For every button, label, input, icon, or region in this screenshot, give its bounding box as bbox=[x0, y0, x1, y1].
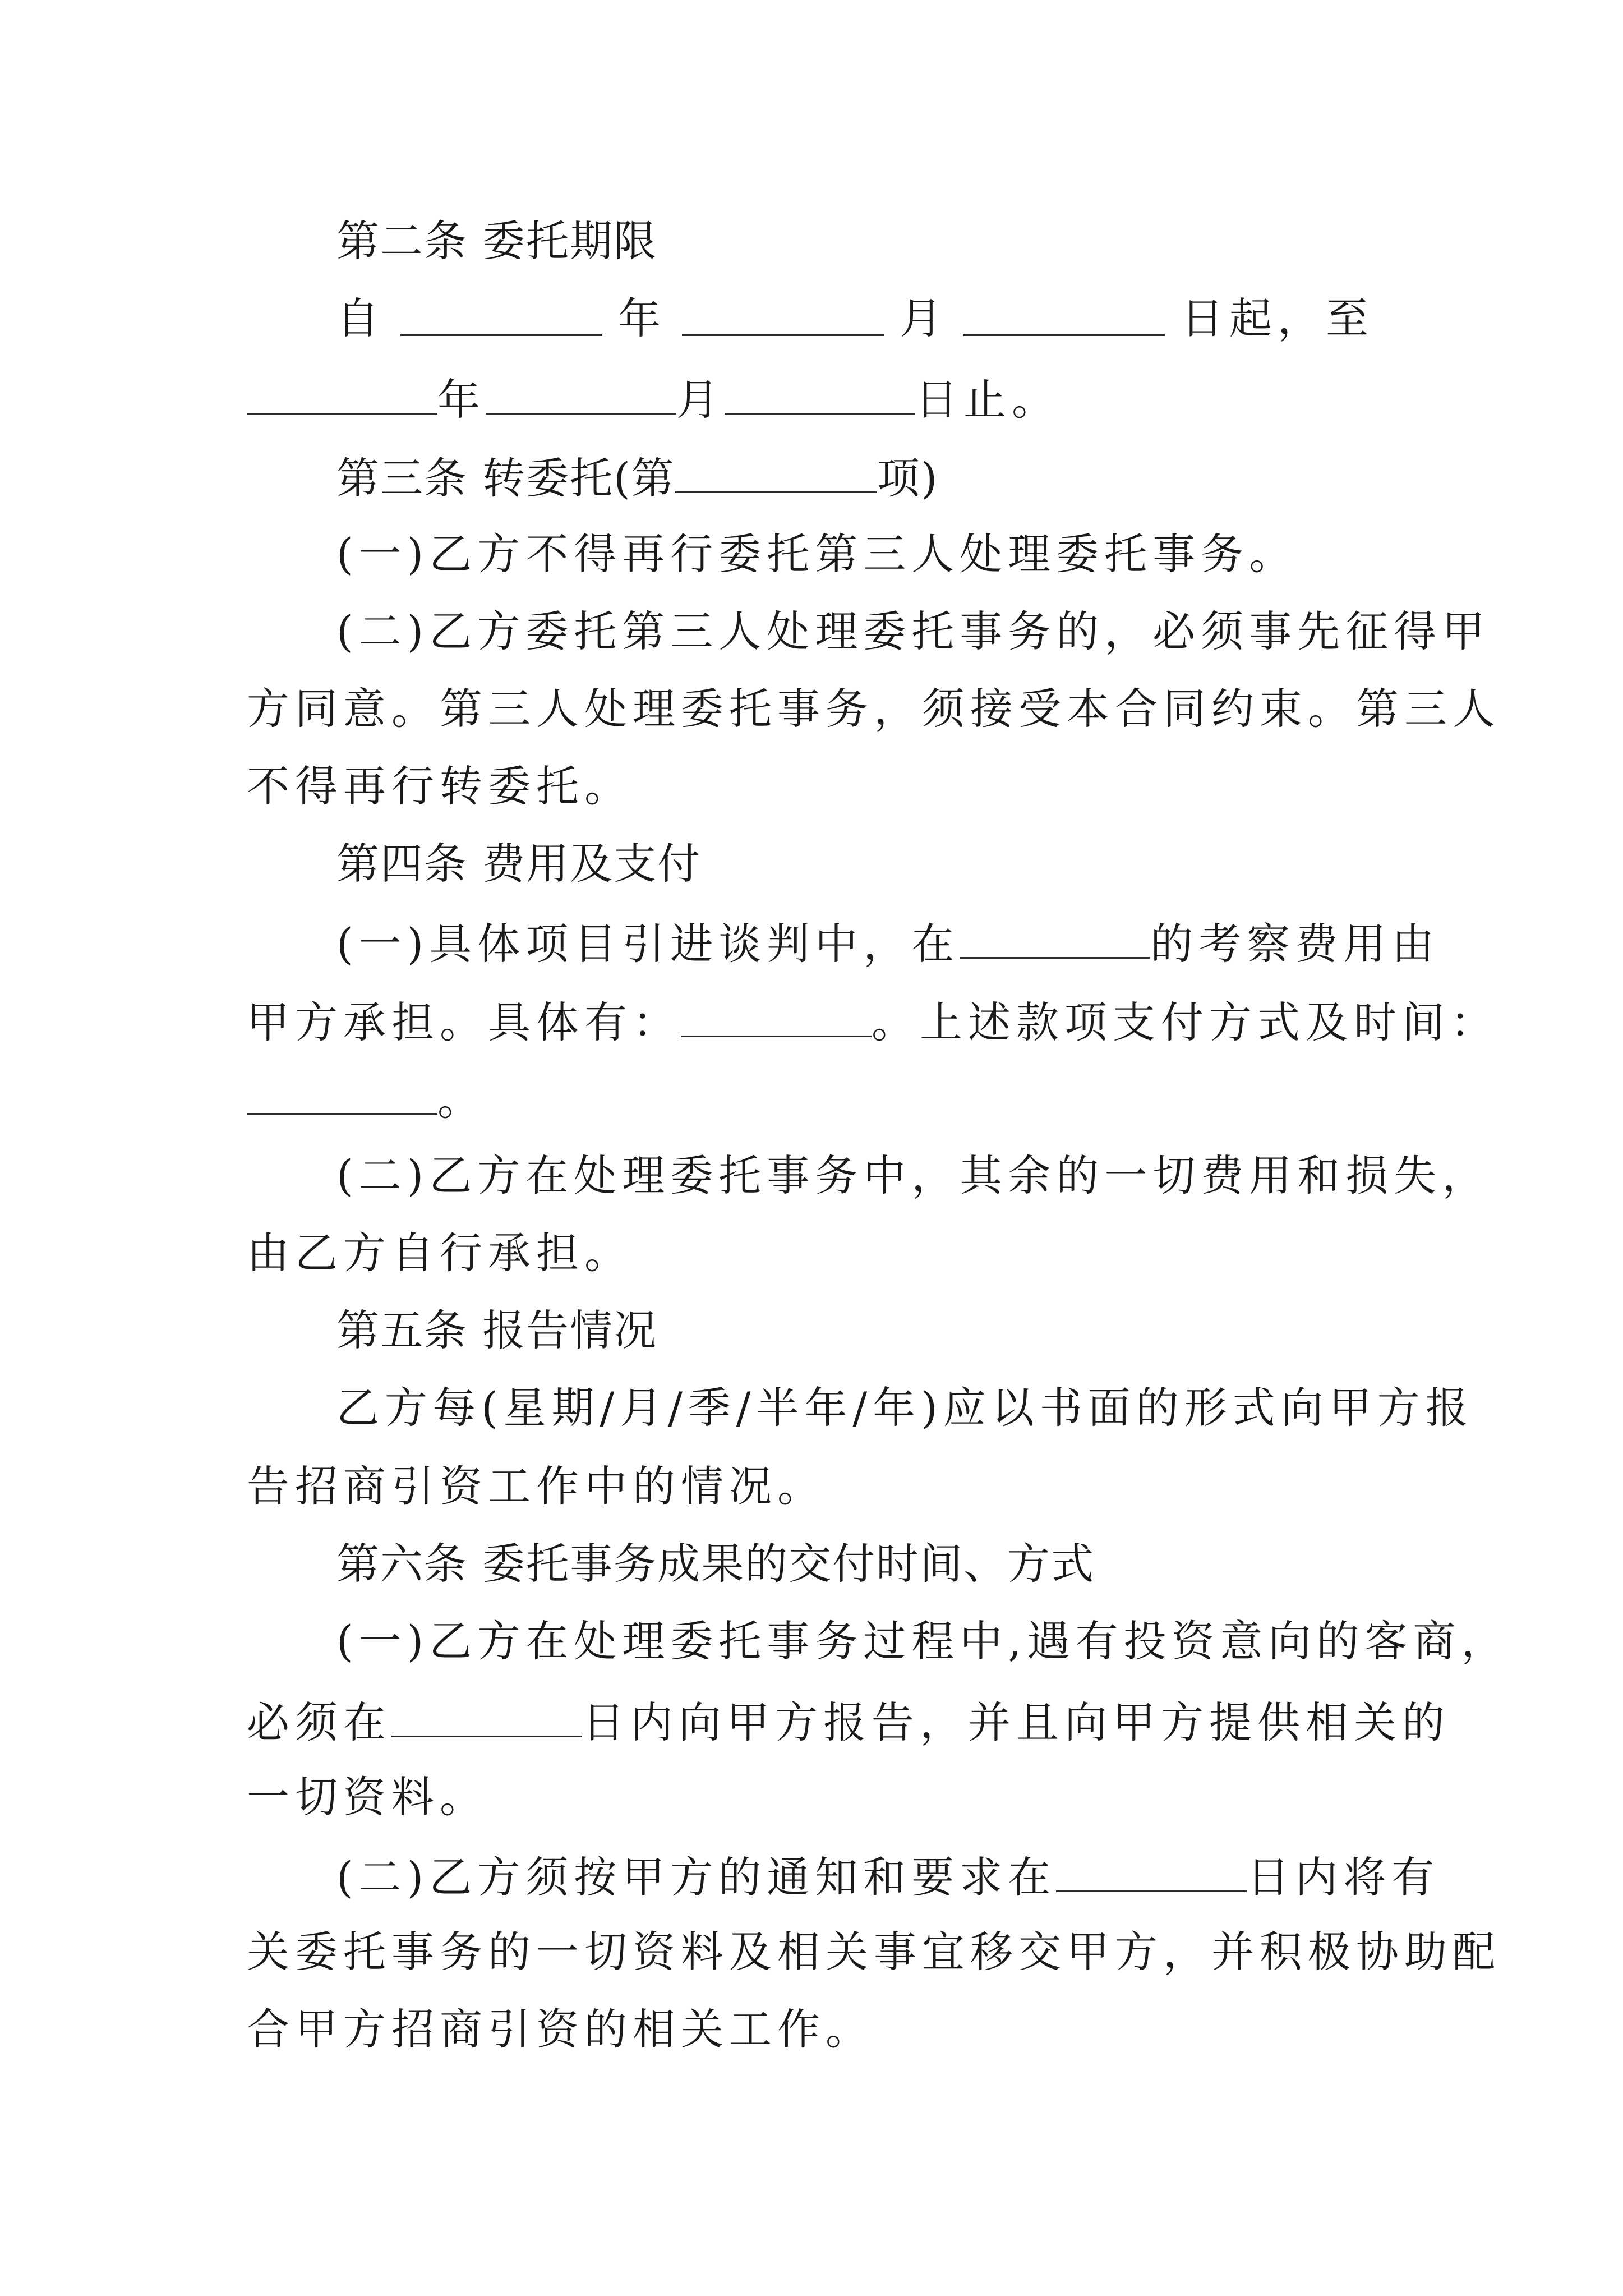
article-3-para-2-line-2: 方同意。第三人处理委托事务，须接受本合同约束。第三人 bbox=[247, 684, 1501, 734]
article-5-para-line-2: 告招商引资工作中的情况。 bbox=[247, 1461, 826, 1511]
blank-start-month bbox=[682, 297, 884, 336]
blank-expense-detail bbox=[681, 999, 872, 1037]
blank-report-days bbox=[391, 1699, 582, 1737]
article-6-para-1-line-2 bbox=[247, 1697, 1450, 1747]
article-4-title: 第四条 费用及支付 bbox=[336, 839, 702, 889]
article-5-title: 第五条 报告情况 bbox=[336, 1305, 658, 1355]
text-segment: 日内将有 bbox=[1247, 1852, 1440, 1902]
blank-end-day bbox=[725, 376, 915, 415]
text-day-end: 日止。 bbox=[915, 375, 1060, 425]
article-4-para-2-line-1: (二)乙方在处理委托事务中，其余的一切费用和损失， bbox=[336, 1151, 1491, 1200]
article-6-title: 第六条 委托事务成果的交付时间、方式 bbox=[336, 1539, 1095, 1589]
text-segment: 日内向甲方报告，并且向甲方提供相关的 bbox=[582, 1697, 1450, 1747]
article-5-para-line-1: 乙方每(星期/月/季/半年/年)应以书面的形式向甲方报 bbox=[336, 1383, 1474, 1433]
article-3-para-1: (一)乙方不得再行委托第三人处理委托事务。 bbox=[336, 529, 1298, 579]
text-month: 月 bbox=[900, 293, 948, 343]
blank-payment-method bbox=[247, 1076, 437, 1115]
text-zi: 自 bbox=[336, 293, 385, 343]
article-4-para-1-line-2 bbox=[247, 997, 1498, 1047]
blank-start-day bbox=[963, 297, 1165, 336]
article-6-para-1-line-3: 一切资料。 bbox=[247, 1772, 488, 1822]
blank-transfer-days bbox=[1056, 1853, 1247, 1892]
text-month-end: 月 bbox=[676, 375, 725, 425]
article-4-para-2-line-2: 由乙方自行承担。 bbox=[247, 1228, 633, 1278]
blank-end-year bbox=[247, 376, 437, 415]
blank-end-month bbox=[486, 376, 676, 415]
text-day-from-to: 日起，至 bbox=[1181, 293, 1374, 343]
article-6-para-2-line-1 bbox=[336, 1852, 1440, 1902]
article-3-title bbox=[336, 453, 939, 503]
text-segment: 必须在 bbox=[247, 1697, 391, 1747]
article-4-para-1-line-1 bbox=[336, 919, 1440, 969]
text-segment: (一)具体项目引进谈判中，在 bbox=[336, 919, 960, 969]
text-segment: 甲方承担。具体有： bbox=[247, 997, 681, 1047]
text-segment: 的考察费用由 bbox=[1150, 919, 1440, 969]
article-3-para-2-line-1: (二)乙方委托第三人处理委托事务的，必须事先征得甲 bbox=[336, 606, 1491, 656]
text-year: 年 bbox=[618, 293, 666, 343]
article-6-para-2-line-2: 关委托事务的一切资料及相关事宜移交甲方，并积极协助配 bbox=[247, 1927, 1501, 1977]
article-6-para-1-line-1: (一)乙方在处理委托事务过程中,遇有投资意向的客商， bbox=[336, 1616, 1510, 1666]
blank-start-year bbox=[400, 297, 602, 336]
blank-location bbox=[960, 920, 1150, 959]
blank-item-number bbox=[675, 454, 877, 493]
article-2-line-2 bbox=[247, 375, 1060, 425]
article-3-para-2-line-3: 不得再行转委托。 bbox=[247, 761, 633, 811]
article-4-para-1-line-3 bbox=[247, 1075, 486, 1125]
text-segment: (二)乙方须按甲方的通知和要求在 bbox=[336, 1852, 1057, 1902]
article-6-para-2-line-3: 合甲方招商引资的相关工作。 bbox=[247, 2004, 874, 2054]
text-segment: 。上述款项支付方式及时间： bbox=[872, 997, 1498, 1047]
article-3-title-end: 项) bbox=[877, 453, 939, 503]
article-2-line-1 bbox=[336, 293, 1374, 343]
text-year-end: 年 bbox=[437, 375, 486, 425]
article-3-title-text: 第三条 转委托(第 bbox=[336, 453, 675, 503]
text-segment: 。 bbox=[437, 1075, 486, 1125]
article-2-title: 第二条 委托期限 bbox=[336, 216, 658, 266]
